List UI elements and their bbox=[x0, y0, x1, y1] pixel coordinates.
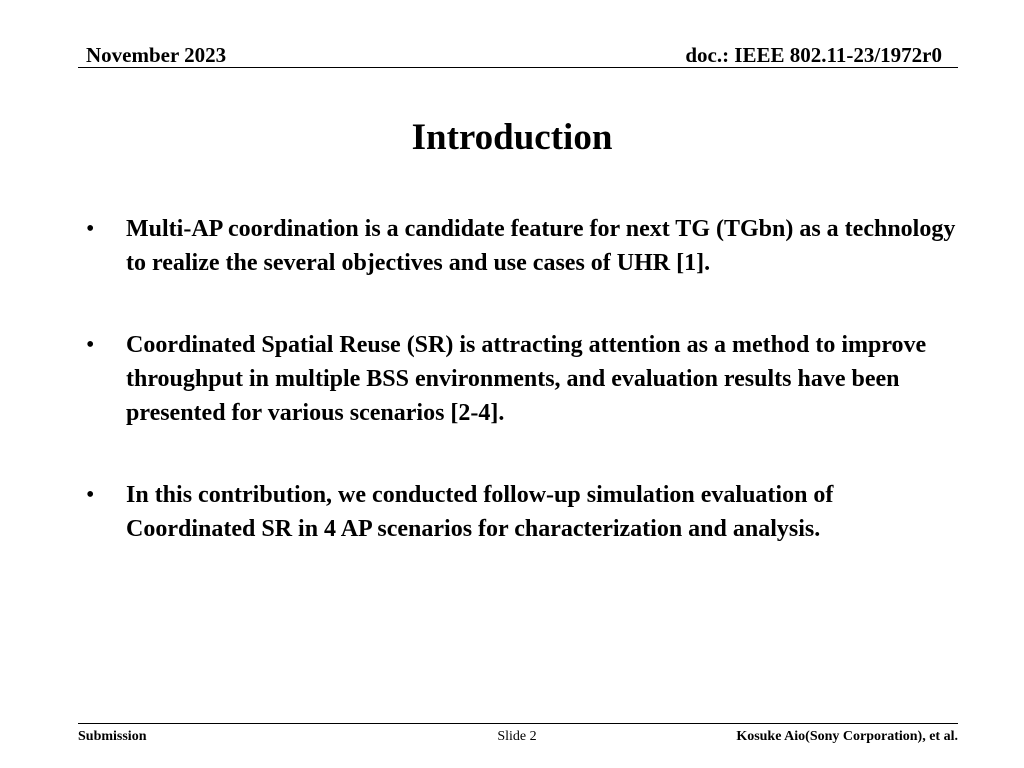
header-divider bbox=[78, 67, 958, 68]
footer-divider bbox=[78, 723, 958, 724]
bullet-text: Coordinated Spatial Reuse (SR) is attracting attention as a method to improve throughput in multiple BSS environments, and evaluation results have been presented for various scenarios [2-4]. bbox=[126, 332, 927, 426]
bullet-text: Multi-AP coordination is a candidate feature for next TG (TGbn) as a technology to realize the several objectives and use cases of UHR [1]. bbox=[126, 216, 956, 276]
bullet-dot-icon: • bbox=[86, 216, 95, 242]
bullet-item bbox=[86, 478, 966, 546]
bullet-dot-icon: • bbox=[86, 332, 95, 358]
footer-author: Kosuke Aio(Sony Corporation), et al. bbox=[736, 729, 958, 744]
footer-submission: Submission bbox=[78, 729, 147, 744]
bullet-text: In this contribution, we conducted follow-up simulation evaluation of Coordinated SR in 4 AP scenarios for characterization and analysis. bbox=[126, 482, 834, 542]
header-doc-id: doc.: IEEE 802.11-23/1972r0 bbox=[685, 43, 942, 67]
bullet-dot-icon: • bbox=[86, 482, 95, 508]
header-date: November 2023 bbox=[86, 43, 227, 67]
bullet-item bbox=[86, 212, 966, 280]
slide-title: Introduction bbox=[411, 117, 613, 158]
footer-slide-number: Slide 2 bbox=[497, 729, 537, 744]
bullet-item bbox=[86, 328, 966, 430]
bullet-list bbox=[86, 212, 966, 546]
